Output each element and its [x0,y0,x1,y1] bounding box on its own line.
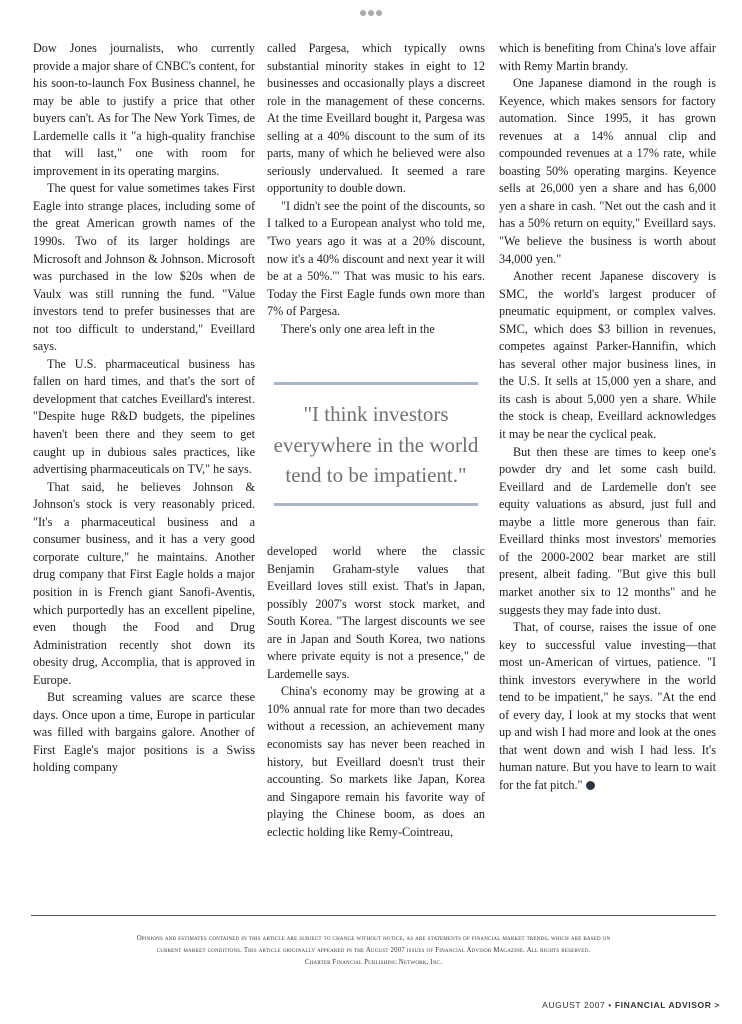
next-page-arrow-icon[interactable]: > [714,1000,720,1010]
paragraph: But then these are times to keep one's powder dry and let some cash build. Eveillard and de Lardemelle don't see equity valuations as absurd, just full and maybe a little more generous than fair. Eveillard thinks most investors' memories of the 2000-2002 bear market are still present, albeit fading. "But give this bull market another six to 12 months" and he suggests they may fade into dust. [499,444,716,617]
paragraph: The U.S. pharmaceutical business has fallen on hard times, and that's the sort of development that catches Eveillard's interest. "Despite huge R&D budgets, the pipelines haven't been there and they seem to get caught up in dubious sales practices, like advertising pharmaceuticals on TV," he says. [33,356,255,477]
disclaimer-line: Charter Financial Publishing Network, Inc. [305,959,442,966]
paragraph-text: That, of course, raises the issue of one key to successful value investing—that most un-American of virtues, patience. "I think investors everywhere in the world tend to be impatient," he says. "At the end of every day, I look at my stocks that went up and wish I had more and look at the ones that went down and wish I had less. It's human nature. But you have to learn to wait for the fat pitch." [499,620,716,792]
disclaimer [31,933,716,969]
pull-quote-rule-top [274,382,478,385]
footer-magazine-name: FINANCIAL ADVISOR [614,1000,712,1010]
page-footer [542,1000,720,1010]
paragraph: which is benefiting from China's love affair with Remy Martin brandy. [499,41,716,73]
paragraph: called Pargesa, which typically owns substantial minority stakes in eight to 12 businesses and occasionally plays a discreet role in the management of these concerns. At the time Eveillard bought it, Pargesa was selling at a 40% discount to the sum of its parts, many of which he believed were also seriously undervalued. It seemed a rare opportunity to double down. [267,41,485,196]
paragraph: But screaming values are scarce these days. Once upon a time, Europe in particular was filled with bargains galore. Another of First Eagle's major positions is a Swiss holding company [33,690,255,775]
page-indicator-dots [0,8,742,19]
article-column-2-top [267,40,485,338]
end-of-article-icon [586,781,595,790]
footer-issue-date: AUGUST 2007 [542,1000,606,1010]
article-column-2-bottom [267,543,485,841]
paragraph-last [499,619,716,794]
pull-quote [268,382,484,506]
article-column-1 [33,40,255,777]
pull-quote-text: "I think investors everywhere in the world tend to be impatient." [273,402,479,487]
paragraph: There's only one area left in the [281,321,435,336]
paragraph: One Japanese diamond in the rough is Keyence, which makes sensors for factory automation. Since 1995, it has grown revenues at a 14% annual clip and compounded revenues at a 17% rate, while boasting 50% operating margins. Keyence sells at 26,000 yen a share and has 6,000 yen a share in cash. "Net out the cash and it has a 50% return on equity," Eveillard says. "We believe the business is worth about 34,000 yen." [499,76,716,266]
pull-quote-rule-bottom [274,503,478,506]
disclaimer-line: current market conditions. This article originally appeared in the August 2007 issues of Financial Advisor Magazine. All rights reserved. [156,947,591,954]
paragraph: "I didn't see the point of the discounts, so I talked to a European analyst who told me, 'Two years ago it was at a 20% discount, now it's a 40% discount and next year it will be at a 50%.'" That was music to his ears. Today the First Eagle funds own more than 7% of Pargesa. [267,198,485,319]
footer-divider [31,915,716,916]
paragraph: Dow Jones journalists, who currently provide a major share of CNBC's content, for his soon-to-launch Fox Business channel, he may be able to justify a price that other buyers can't. As for The New York Times, de Lardemelle calls it "a high-quality franchise that will last," one with room for improvement in its operating margins. [33,41,255,178]
paragraph: China's economy may be growing at a 10% annual rate for more than two decades without a recession, an achievement many economists say has never been reached in history, but Eveillard doesn't trust their accounting. So markets like Japan, Korea and Singapore remain his favorite way of playing the Chinese boom, as does an eclectic holding like Remy-Cointreau, [267,684,485,839]
article-column-3 [499,40,716,795]
paragraph: Another recent Japanese discovery is SMC, the world's largest producer of pneumatic equipment, or complex valves. SMC, which does $3 billion in revenues, competes against Parker-Hannifin, which has several other major business lines, in the U.S. It sells at 15,000 yen a share, and its cash is about 5,000 yen a share. While the stock is cheap, Eveillard acknowledges it may be near the cyclical peak. [499,269,716,442]
paragraph: That said, he believes Johnson & Johnson's stock is very reasonably priced. "It's a pharmaceutical business and a consumer business, and it has a very good corporate culture," he maintains. Another drug company that First Eagle holds a major position in is French giant Sanofi-Aventis, which purportedly has an excellent pipeline, even though the Food and Drug Administration recently shot down its obesity drug, Accomplia, that is approved in Europe. [33,479,255,687]
paragraph: developed world where the classic Benjamin Graham-style values that Eveillard loves still exist. That's in Japan, possibly 2007's worst stock market, and South Korea. "The largest discounts we see are in Japan and South Korea, two nations where private equity is not a presence," de Lardemelle says. [267,544,485,681]
footer-separator: • [608,1000,612,1010]
paragraph: The quest for value sometimes takes First Eagle into strange places, including some of the great American growth names of the 1990s. Two of its larger holdings are Microsoft and Johnson & Johnson. Microsoft was purchased in the low $20s when de Vaulx was still running the fund. "Value investors tend to prefer businesses that are not too difficult to understand," Eveillard says. [33,181,255,354]
disclaimer-line: Opinions and estimates contained in this article are subject to change without notice, as are statements of financial market trends, which are based on [136,935,611,942]
